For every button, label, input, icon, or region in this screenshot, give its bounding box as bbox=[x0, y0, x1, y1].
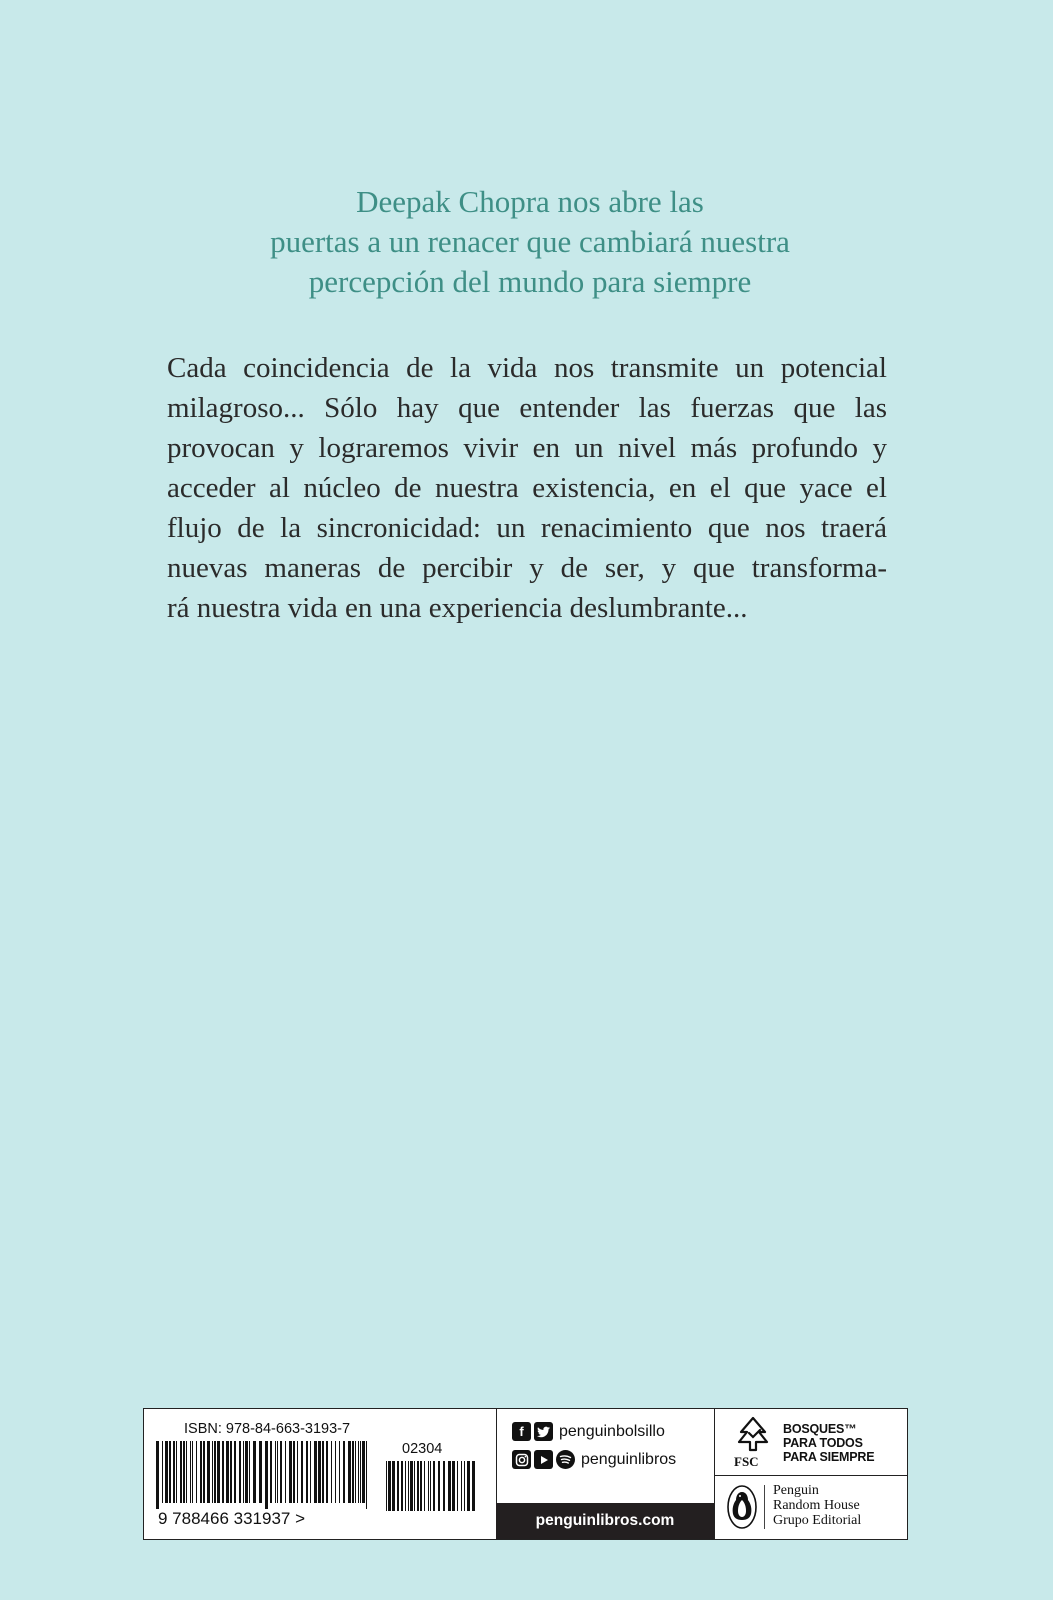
barcode-bar bbox=[234, 1441, 236, 1503]
barcode-bar bbox=[397, 1461, 399, 1511]
barcode-bar bbox=[253, 1441, 256, 1503]
barcode-bar bbox=[310, 1441, 311, 1503]
publisher-line: Penguin bbox=[773, 1483, 819, 1498]
social-handle: penguinbolsillo bbox=[559, 1422, 665, 1440]
social-handle: penguinlibros bbox=[581, 1450, 677, 1468]
barcode-bar bbox=[212, 1441, 213, 1503]
barcode-bar bbox=[280, 1441, 282, 1503]
barcode-bar bbox=[176, 1441, 177, 1503]
barcode-bar bbox=[358, 1441, 359, 1503]
barcode-bar bbox=[331, 1441, 332, 1503]
barcode-bar bbox=[448, 1461, 451, 1511]
social-panel bbox=[496, 1409, 715, 1539]
barcode-bar bbox=[277, 1441, 278, 1503]
youtube-icon bbox=[534, 1450, 553, 1469]
barcode-bar bbox=[414, 1461, 415, 1511]
barcode-bar bbox=[464, 1461, 465, 1511]
barcode-bar bbox=[186, 1441, 187, 1503]
barcode-bar bbox=[190, 1441, 191, 1503]
barcode-bar bbox=[472, 1461, 475, 1511]
barcode-bar bbox=[430, 1461, 431, 1511]
blurb-line: Cada coincidencia de la vida nos transmite un potencial bbox=[167, 352, 887, 384]
barcode-bar bbox=[386, 1461, 387, 1511]
publisher-logo bbox=[714, 1475, 907, 1541]
barcode-bar bbox=[217, 1441, 220, 1503]
barcode-bar bbox=[301, 1441, 303, 1503]
barcode-bar bbox=[457, 1461, 458, 1511]
barcode-bar bbox=[306, 1441, 308, 1503]
barcode-bar bbox=[339, 1441, 340, 1503]
barcode-bar bbox=[366, 1441, 367, 1509]
back-cover-blurb bbox=[167, 348, 887, 628]
social-row-libros bbox=[512, 1450, 676, 1469]
barcode-bar bbox=[392, 1461, 395, 1511]
barcode-bar bbox=[265, 1441, 268, 1509]
barcode-bar bbox=[424, 1461, 425, 1511]
publisher-line: Grupo Editorial bbox=[773, 1513, 862, 1528]
instagram-icon bbox=[512, 1450, 531, 1469]
barcode-bar bbox=[162, 1441, 163, 1503]
barcode-bar bbox=[230, 1441, 232, 1503]
website-link[interactable]: penguinlibros.com bbox=[496, 1503, 714, 1539]
barcode-bar bbox=[401, 1461, 403, 1511]
barcode-bar bbox=[239, 1441, 241, 1503]
barcode-bar bbox=[343, 1441, 345, 1503]
barcode-bar bbox=[156, 1441, 159, 1509]
barcode-bar bbox=[420, 1461, 422, 1511]
barcode-bar bbox=[289, 1441, 292, 1503]
fsc-slogan-line: PARA SIEMPRE bbox=[783, 1450, 875, 1464]
barcode-bar bbox=[200, 1441, 202, 1503]
facebook-icon: f bbox=[512, 1422, 531, 1441]
blurb-line: rá nuestra vida en una experiencia deslumbrante... bbox=[167, 592, 748, 624]
spotify-icon bbox=[556, 1450, 575, 1469]
barcode-bar bbox=[360, 1441, 361, 1503]
ean-barcode bbox=[154, 1441, 374, 1509]
barcode-bar bbox=[417, 1461, 419, 1511]
tagline-line: percepción del mundo para siempre bbox=[308, 264, 752, 299]
barcode-bar bbox=[270, 1441, 272, 1503]
tagline-line: Deepak Chopra nos abre las bbox=[356, 184, 704, 219]
barcode-bar bbox=[461, 1461, 462, 1511]
social-row-bolsillo bbox=[512, 1422, 665, 1441]
penguin-logo-icon bbox=[726, 1484, 758, 1530]
fsc-text: FSC bbox=[734, 1454, 759, 1469]
barcode-bar bbox=[405, 1461, 406, 1511]
fsc-slogan bbox=[783, 1422, 874, 1464]
twitter-icon bbox=[534, 1422, 553, 1441]
fsc-slogan-line: PARA TODOS bbox=[783, 1436, 863, 1450]
logo-panel bbox=[714, 1409, 907, 1539]
barcode-bar bbox=[180, 1441, 182, 1503]
barcode-bar bbox=[214, 1441, 216, 1503]
barcode-bar bbox=[275, 1441, 276, 1503]
barcode-bar bbox=[196, 1441, 197, 1503]
barcode-bar bbox=[169, 1441, 171, 1503]
blurb-line: flujo de la sincronicidad: un renacimiento que nos traerá bbox=[167, 512, 887, 544]
barcode-bar bbox=[222, 1441, 224, 1503]
barcode-bar bbox=[165, 1441, 168, 1503]
publisher-divider bbox=[764, 1485, 765, 1529]
barcode-bar bbox=[192, 1441, 193, 1503]
blurb-line: milagroso... Sólo hay que entender las fuerzas que las bbox=[167, 392, 887, 424]
barcode-bar bbox=[348, 1441, 351, 1503]
barcode-bar bbox=[467, 1461, 470, 1511]
fsc-slogan-line: BOSQUES™ bbox=[783, 1422, 857, 1436]
barcode-bar bbox=[318, 1441, 321, 1503]
blurb-line: nuevas maneras de percibir y de ser, y que transforma- bbox=[167, 552, 887, 584]
publisher-name bbox=[773, 1483, 861, 1528]
barcode-bar bbox=[259, 1441, 262, 1503]
publisher-line: Random House bbox=[773, 1498, 860, 1513]
barcode-bar bbox=[173, 1441, 175, 1503]
barcode-bar bbox=[203, 1441, 205, 1503]
barcode-bar bbox=[362, 1441, 365, 1503]
fsc-tree-icon bbox=[736, 1415, 770, 1453]
barcode-bar bbox=[207, 1441, 210, 1503]
barcode-bar bbox=[293, 1441, 295, 1503]
addon-barcode bbox=[384, 1461, 480, 1517]
barcode-bar bbox=[183, 1441, 185, 1503]
barcode-panel bbox=[144, 1409, 497, 1539]
blurb-line: acceder al núcleo de nuestra existencia, en el que yace el bbox=[167, 472, 887, 504]
barcode-bar bbox=[352, 1441, 354, 1503]
barcode-bar bbox=[314, 1441, 317, 1503]
barcode-bar bbox=[408, 1461, 409, 1511]
barcode-bar bbox=[249, 1441, 250, 1503]
barcode-bar bbox=[243, 1441, 244, 1503]
barcode-bar bbox=[388, 1461, 391, 1511]
tagline-line: puertas a un renacer que cambiará nuestra bbox=[270, 224, 790, 259]
ean-digits: 9 788466 331937 > bbox=[158, 1509, 306, 1528]
addon-number: 02304 bbox=[402, 1441, 443, 1457]
tagline bbox=[150, 182, 910, 302]
barcode-bar bbox=[326, 1441, 328, 1503]
barcode-bar bbox=[297, 1441, 298, 1503]
barcode-bar bbox=[322, 1441, 324, 1503]
fsc-certification bbox=[714, 1409, 907, 1476]
barcode-bar bbox=[438, 1461, 440, 1511]
barcode-bar bbox=[226, 1441, 229, 1503]
barcode-bar bbox=[428, 1461, 429, 1511]
barcode-bar bbox=[410, 1461, 413, 1511]
barcode-bar bbox=[355, 1441, 356, 1503]
publisher-info-box bbox=[143, 1408, 908, 1540]
blurb-line: provocan y lograremos vivir en un nivel más profundo y bbox=[167, 432, 887, 464]
barcode-bar bbox=[433, 1461, 435, 1511]
barcode-bar bbox=[245, 1441, 248, 1503]
barcode-bar bbox=[285, 1441, 286, 1503]
isbn-label: ISBN: 978-84-663-3193-7 bbox=[184, 1421, 351, 1437]
barcode-bar bbox=[335, 1441, 336, 1503]
barcode-bar bbox=[452, 1461, 455, 1511]
barcode-bar bbox=[443, 1461, 445, 1511]
